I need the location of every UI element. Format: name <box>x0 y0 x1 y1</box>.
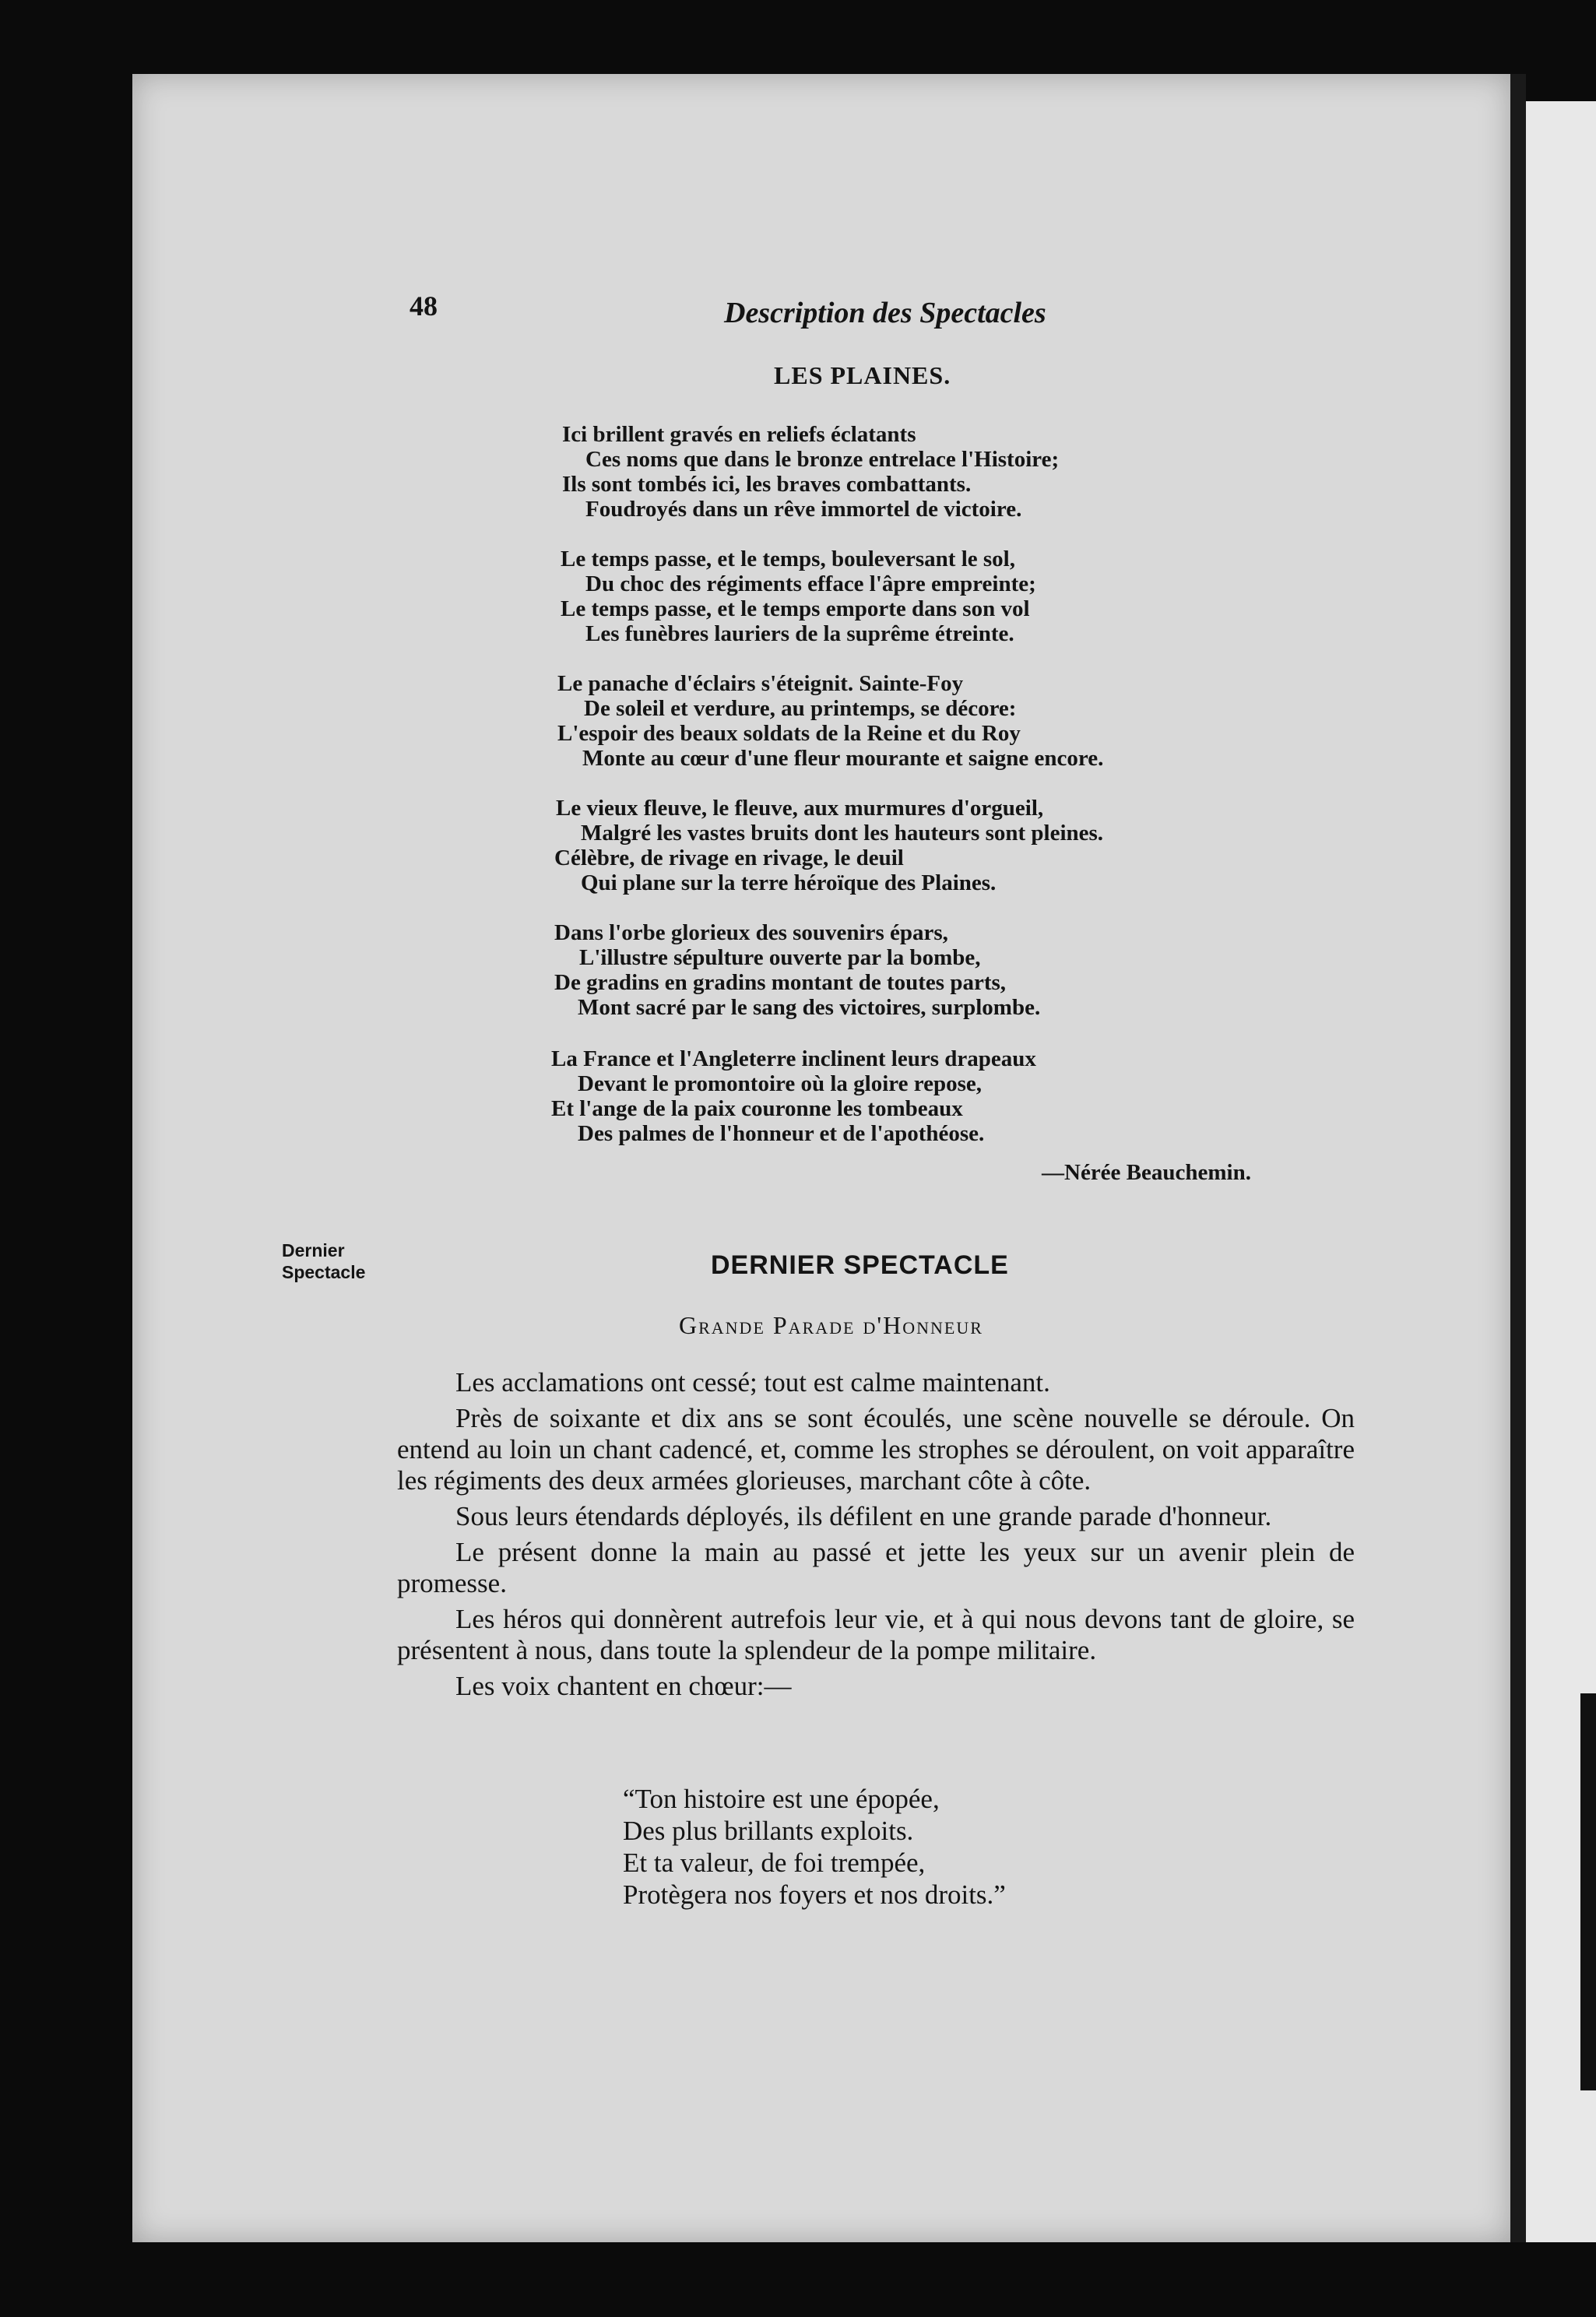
body-paragraph: Sous leurs étendards déployés, ils défilent en une grande parade d'honneur. <box>455 1501 1272 1531</box>
poem-signature: —Nérée Beauchemin. <box>1042 1160 1251 1185</box>
margin-note-line: Dernier <box>282 1240 345 1260</box>
chant-line: “Ton histoire est une épopée, <box>623 1784 940 1814</box>
margin-note <box>282 1239 365 1283</box>
poem-line: La France et l'Angleterre inclinent leurs drapeaux <box>551 1046 1036 1071</box>
poem-line: Monte au cœur d'une fleur mourante et saigne encore. <box>582 746 1104 771</box>
poem-line: Le panache d'éclairs s'éteignit. Sainte-Foy <box>557 671 964 696</box>
adjacent-page-shadow <box>1580 1693 1596 2090</box>
poem-title: LES PLAINES. <box>774 361 951 389</box>
poem-line: Le temps passe, et le temps, bouleversant le sol, <box>561 547 1015 571</box>
body-paragraph: Les voix chantent en chœur:— <box>455 1671 792 1701</box>
body-paragraph: Près de soixante et dix ans se sont écoulés, une scène nouvelle se déroule. On entend au loin un chant cadencé, et, comme les strophes se déroulent, on voit apparaître les régiments des deux armées glorieuses, marchant côte à côte. <box>397 1403 1355 1496</box>
running-head: Description des Spectacles <box>724 297 1046 329</box>
body-paragraph: Les héros qui donnèrent autrefois leur vie, et à qui nous devons tant de gloire, se présentent à nous, dans toute la splendeur de la pompe militaire. <box>397 1604 1355 1665</box>
poem-line: Qui plane sur la terre héroïque des Plaines. <box>581 870 997 895</box>
section-title: DERNIER SPECTACLE <box>711 1250 1009 1280</box>
poem-line: Célèbre, de rivage en rivage, le deuil <box>554 846 904 870</box>
poem-line: Mont sacré par le sang des victoires, surplombe. <box>578 995 1041 1020</box>
poem-line: Ici brillent gravés en reliefs éclatants <box>562 422 916 447</box>
poem-line: Les funèbres lauriers de la suprême étreinte. <box>585 621 1014 646</box>
poem-line: Et l'ange de la paix couronne les tombeaux <box>551 1096 963 1121</box>
poem-line: Le temps passe, et le temps emporte dans son vol <box>561 596 1030 621</box>
poem-line: L'espoir des beaux soldats de la Reine et du Roy <box>557 721 1021 746</box>
chant-line: Et ta valeur, de foi trempée, <box>623 1848 926 1878</box>
body-paragraph: Les acclamations ont cessé; tout est calme maintenant. <box>455 1367 1050 1398</box>
section-body <box>397 1367 1355 1707</box>
scanned-page <box>132 74 1510 2242</box>
poem-line: Des palmes de l'honneur et de l'apothéose. <box>578 1121 985 1146</box>
poem-line: De soleil et verdure, au printemps, se décore: <box>584 696 1017 721</box>
poem-line: Dans l'orbe glorieux des souvenirs épars, <box>554 920 948 945</box>
poem-line: Du choc des régiments efface l'âpre empreinte; <box>585 571 1036 596</box>
poem-line: Malgré les vastes bruits dont les hauteurs sont pleines. <box>581 821 1104 846</box>
poem-line: Foudroyés dans un rêve immortel de victoire. <box>585 497 1022 522</box>
poem-line: Le vieux fleuve, le fleuve, aux murmures d'orgueil, <box>556 796 1044 821</box>
poem-line: Devant le promontoire où la gloire repose, <box>578 1071 982 1096</box>
body-paragraph: Le présent donne la main au passé et jette les yeux sur un avenir plein de promesse. <box>397 1537 1355 1598</box>
chant-verse <box>623 1783 1006 1911</box>
poem-line: Ils sont tombés ici, les braves combattants. <box>562 472 972 497</box>
poem-line: L'illustre sépulture ouverte par la bombe, <box>579 945 981 970</box>
poem-line: De gradins en gradins montant de toutes parts, <box>554 970 1007 995</box>
chant-line: Des plus brillants exploits. <box>623 1816 914 1846</box>
chant-line: Protègera nos foyers et nos droits.” <box>623 1879 1006 1910</box>
margin-note-line: Spectacle <box>282 1262 366 1282</box>
page-edge <box>1510 74 1526 2242</box>
poem-line: Ces noms que dans le bronze entrelace l'Histoire; <box>585 447 1060 472</box>
page-number: 48 <box>410 290 438 322</box>
section-subtitle: Grande Parade d'Honneur <box>679 1311 983 1339</box>
